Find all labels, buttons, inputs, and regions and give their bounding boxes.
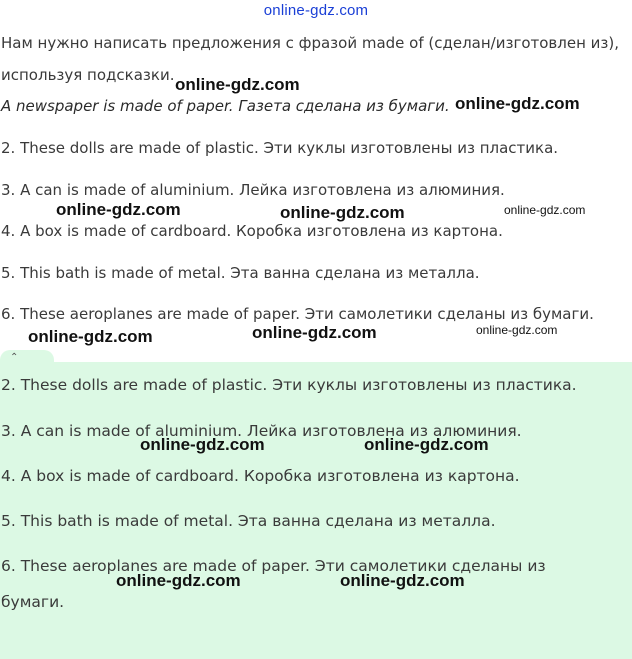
answer-line-2: 2. These dolls are made of plastic. Эти куклы изготовлены из пластика. bbox=[1, 376, 577, 394]
watermark: online-gdz.com bbox=[116, 571, 241, 590]
sentence-5: 5. This bath is made of metal. Эта ванна сделана из металла. bbox=[1, 264, 480, 282]
intro-line-2: используя подсказки. bbox=[1, 66, 175, 84]
header-watermark: online-gdz.com bbox=[263, 2, 369, 19]
answer-line-5: 5. This bath is made of metal. Эта ванна сделана из металла. bbox=[1, 512, 496, 530]
answer-line-4: 4. A box is made of cardboard. Коробка изготовлена из картона. bbox=[1, 467, 520, 485]
sentence-4: 4. A box is made of cardboard. Коробка изготовлена из картона. bbox=[1, 222, 503, 240]
watermark: online-gdz.com bbox=[455, 94, 580, 113]
watermark: online-gdz.com bbox=[280, 203, 405, 222]
watermark: online-gdz.com bbox=[252, 323, 377, 342]
watermark: online-gdz.com bbox=[504, 203, 586, 217]
watermark: online-gdz.com bbox=[364, 435, 489, 454]
watermark: online-gdz.com bbox=[340, 571, 465, 590]
sentence-6: 6. These aeroplanes are made of paper. Эти самолетики сделаны из бумаги. bbox=[1, 305, 594, 323]
answer-line-3: 3. A can is made of aluminium. Лейка изготовлена из алюминия. bbox=[1, 422, 522, 440]
watermark: online-gdz.com bbox=[56, 200, 181, 219]
watermark: online-gdz.com bbox=[476, 323, 558, 337]
sentence-3: 3. A can is made of aluminium. Лейка изготовлена из алюминия. bbox=[1, 181, 505, 199]
sentence-2: 2. These dolls are made of plastic. Эти куклы изготовлены из пластика. bbox=[1, 139, 559, 157]
answer-line-6: 6. These aeroplanes are made of paper. Эти самолетики сделаны из bbox=[1, 557, 546, 575]
example-sentence: A newspaper is made of paper. Газета сделана из бумаги. bbox=[1, 97, 450, 115]
answer-line-6-cont: бумаги. bbox=[1, 593, 65, 611]
answer-panel bbox=[0, 362, 632, 659]
watermark: online-gdz.com bbox=[140, 435, 265, 454]
watermark: online-gdz.com bbox=[28, 327, 153, 346]
chevron-up-icon[interactable]: ⌃ bbox=[10, 352, 19, 363]
watermark: online-gdz.com bbox=[175, 75, 300, 94]
intro-line-1: Нам нужно написать предложения с фразой made of (сделан/изготовлен из), bbox=[1, 34, 620, 52]
